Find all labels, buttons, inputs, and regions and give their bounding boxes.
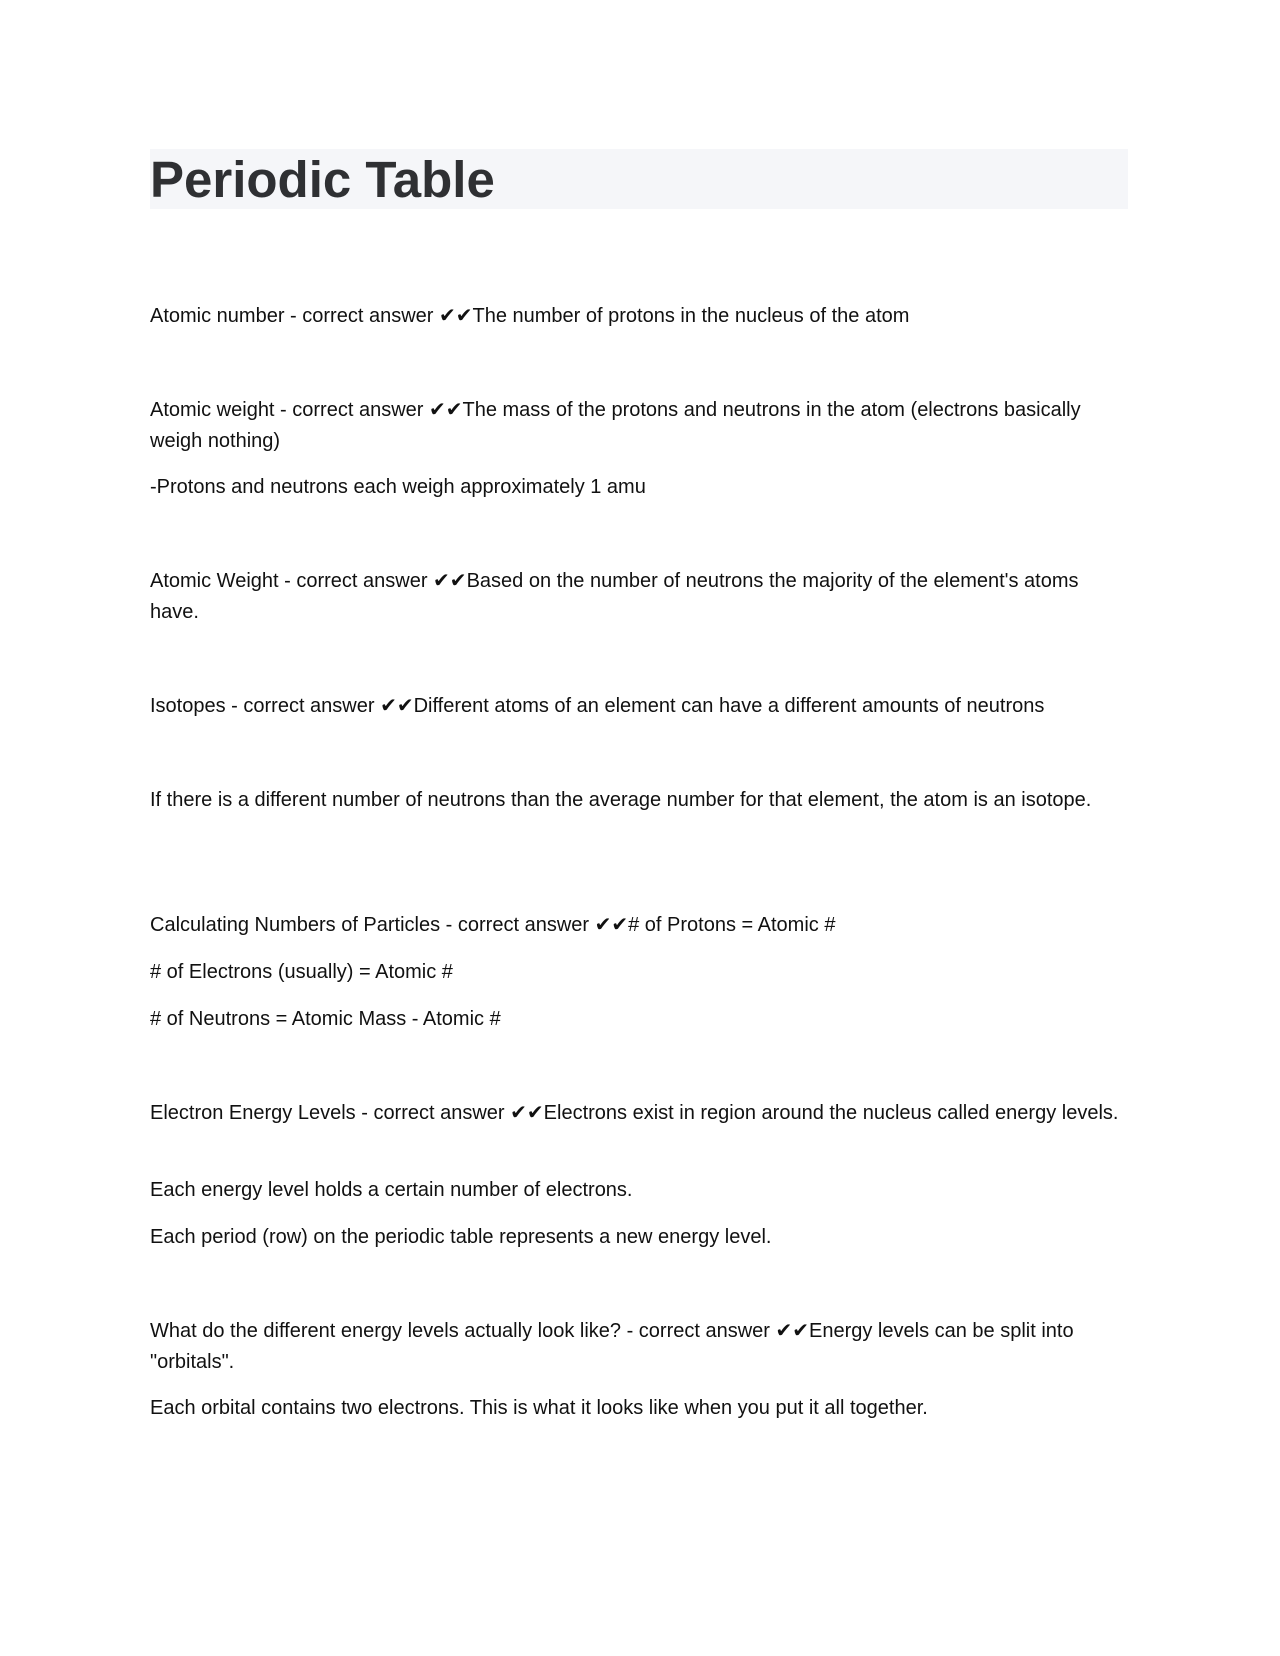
page-title: Periodic Table [150, 151, 495, 208]
paragraph-atomic-number: Atomic number - correct answer ✔✔The number of protons in the nucleus of the atom [150, 305, 910, 327]
paragraph-atomic-weight: Atomic weight - correct answer ✔✔The mass of the protons and neutrons in the atom (electrons basically weigh nothing) [150, 399, 1081, 452]
paragraph-energy-levels: Electron Energy Levels - correct answer ✔✔Electrons exist in region around the nucleus called energy levels. [150, 1102, 1119, 1124]
paragraph-energy-level-holds: Each energy level holds a certain number of electrons. [150, 1179, 633, 1201]
paragraph-isotope-definition: If there is a different number of neutrons than the average number for that element, the atom is an isotope. [150, 789, 1092, 811]
paragraph-orbital-electrons: Each orbital contains two electrons. This is what it looks like when you put it all together. [150, 1397, 928, 1419]
paragraph-neutrons: # of Neutrons = Atomic Mass - Atomic # [150, 1008, 501, 1030]
paragraph-calculating-particles: Calculating Numbers of Particles - correct answer ✔✔# of Protons = Atomic # [150, 914, 836, 936]
paragraph-isotopes: Isotopes - correct answer ✔✔Different atoms of an element can have a different amounts of neutrons [150, 695, 1045, 717]
paragraph-period-row: Each period (row) on the periodic table represents a new energy level. [150, 1226, 772, 1248]
paragraph-protons-neutrons: -Protons and neutrons each weigh approximately 1 amu [150, 476, 646, 498]
paragraph-electrons: # of Electrons (usually) = Atomic # [150, 961, 453, 983]
paragraph-energy-levels-look: What do the different energy levels actually look like? - correct answer ✔✔Energy levels can be split into "orbitals". [150, 1320, 1074, 1373]
paragraph-atomic-weight-2: Atomic Weight - correct answer ✔✔Based on the number of neutrons the majority of the element's atoms have. [150, 570, 1079, 623]
